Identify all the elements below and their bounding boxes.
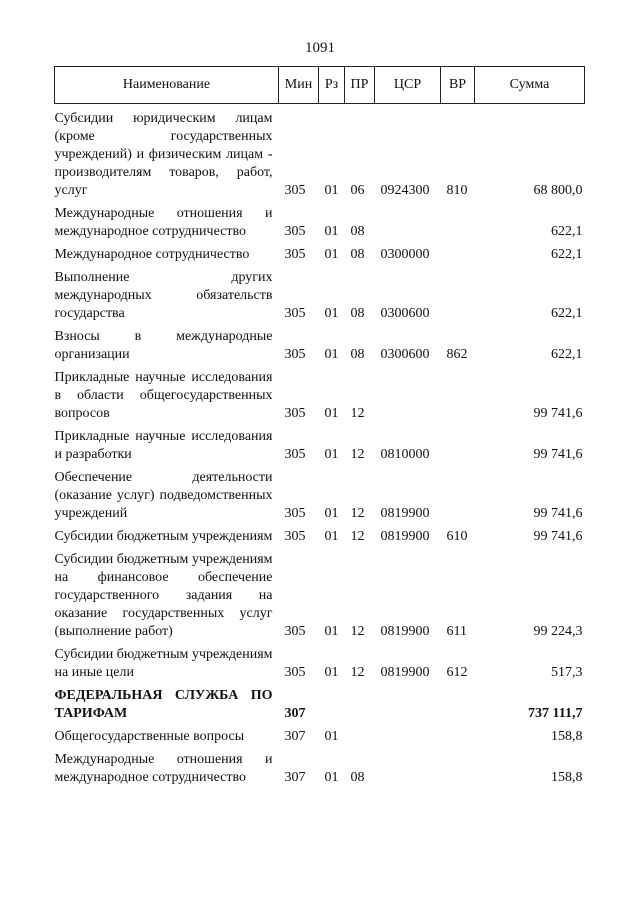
row-vr-cell [441,246,475,269]
row-min-cell: 305 [284,406,306,421]
header-csr: ЦСР [375,67,441,104]
row-rz-cell: 01 [324,306,339,321]
row-sum-cell: 622,1 [551,306,583,321]
row-min-cell: 305 [284,224,306,239]
row-vr-cell: 612 [446,665,468,680]
table-row [55,246,585,269]
row-sum-cell: 158,8 [551,729,583,744]
row-name-cell: Взносы в международные организации [54,329,273,362]
row-pr-cell: 08 [350,247,365,262]
row-min-cell: 305 [284,306,306,321]
row-name-cell: Субсидии юридическим лицам (кроме государственных учреждений) и физическим лицам - производителям товаров, работ, услуг [54,111,273,198]
row-csr-cell: 0300600 [380,347,430,362]
row-min-cell: 305 [284,447,306,462]
table-row [55,551,585,646]
row-name-cell: Прикладные научные исследования и разработки [54,429,273,462]
row-min-cell: 305 [284,247,306,262]
row-rz-cell: 01 [324,224,339,239]
row-rz-cell: 01 [324,770,339,785]
row-vr-cell [441,751,475,792]
row-sum-cell: 99 741,6 [533,506,583,521]
row-rz-cell: 01 [324,406,339,421]
table-row [55,751,585,792]
row-vr-cell [441,469,475,528]
table-row [55,328,585,369]
table-row [55,646,585,687]
page-number: 1091 [305,40,335,56]
table-body [55,104,585,793]
row-name-cell: Международные отношения и международное сотрудничество [54,206,273,239]
row-sum-cell: 99 224,3 [533,624,583,639]
row-name-cell: Выполнение других международных обязательств государства [54,270,273,321]
row-vr-cell: 611 [446,624,467,639]
row-sum-cell: 622,1 [551,224,583,239]
row-name-cell: Международные отношения и международное сотрудничество [54,752,273,785]
table-row [55,428,585,469]
row-csr-cell [375,205,441,246]
row-sum-cell: 517,3 [551,665,583,680]
table-row [55,369,585,428]
row-rz-cell: 01 [324,347,339,362]
row-pr-cell: 12 [350,665,365,680]
row-vr-cell [441,369,475,428]
row-rz-cell: 01 [324,624,339,639]
row-vr-cell [441,687,475,728]
row-min-cell: 305 [284,624,306,639]
row-rz-cell: 01 [324,665,339,680]
row-name-cell: Прикладные научные исследования в области общегосударственных вопросов [54,370,273,421]
row-sum-cell: 158,8 [551,770,583,785]
table-header [55,67,585,104]
row-vr-cell [441,428,475,469]
row-name-cell: Субсидии бюджетным учреждениям на иные цели [54,647,273,680]
row-sum-cell: 622,1 [551,347,583,362]
row-csr-cell: 0810000 [380,447,430,462]
row-csr-cell: 0300600 [380,306,430,321]
row-pr-cell: 12 [350,406,365,421]
header-min: Мин [279,67,319,104]
table-row [55,104,585,206]
table-row [55,728,585,751]
row-vr-cell: 810 [446,183,468,198]
row-vr-cell: 862 [446,347,468,362]
row-rz-cell [319,687,345,728]
header-pr: ПР [345,67,375,104]
row-name-cell: ФЕДЕРАЛЬНАЯ СЛУЖБА ПО ТАРИФАМ [54,688,273,721]
row-min-cell: 305 [284,529,306,544]
header-sum: Сумма [475,67,585,104]
row-min-cell: 307 [284,770,306,785]
row-min-cell: 307 [284,706,306,721]
row-csr-cell: 0819900 [380,624,430,639]
row-name-cell: Общегосударственные вопросы [54,729,245,744]
row-pr-cell: 06 [350,183,365,198]
row-rz-cell: 01 [324,506,339,521]
row-sum-cell: 99 741,6 [533,406,583,421]
table-row [55,528,585,551]
table-row [55,687,585,728]
row-csr-cell [375,369,441,428]
row-csr-cell: 0819900 [380,665,430,680]
row-pr-cell: 12 [350,506,365,521]
row-min-cell: 307 [284,729,306,744]
header-vr: ВР [441,67,475,104]
row-name-cell: Субсидии бюджетным учреждениям [54,529,273,544]
row-csr-cell: 0819900 [380,529,430,544]
row-name-cell: Обеспечение деятельности (оказание услуг) подведомственных учреждений [54,470,273,521]
row-csr-cell: 0819900 [380,506,430,521]
row-rz-cell: 01 [324,529,339,544]
header-rz: Рз [319,67,345,104]
row-sum-cell: 68 800,0 [533,183,583,198]
row-vr-cell [441,205,475,246]
table-row [55,469,585,528]
row-min-cell: 305 [284,347,306,362]
row-csr-cell [375,687,441,728]
row-sum-cell: 99 741,6 [533,447,583,462]
row-min-cell: 305 [284,506,306,521]
row-pr-cell [345,687,375,728]
row-pr-cell: 12 [350,529,365,544]
budget-table [54,66,585,792]
row-pr-cell: 12 [350,624,365,639]
row-pr-cell: 08 [350,770,365,785]
row-csr-cell: 0300000 [380,247,430,262]
row-csr-cell [375,751,441,792]
row-vr-cell [441,269,475,328]
row-sum-cell: 99 741,6 [533,529,583,544]
header-name: Наименование [55,67,279,104]
table-row [55,205,585,246]
row-min-cell: 305 [284,665,306,680]
row-name-cell: Субсидии бюджетным учреждениям на финансовое обеспечение государственного задания на оказание государственных услуг (выполнение работ) [54,552,273,639]
row-csr-cell [375,728,441,751]
row-pr-cell: 08 [350,347,365,362]
row-pr-cell: 08 [350,306,365,321]
row-vr-cell [441,728,475,751]
row-vr-cell: 610 [446,529,468,544]
row-rz-cell: 01 [324,729,339,744]
row-rz-cell: 01 [324,447,339,462]
row-rz-cell: 01 [324,247,339,262]
row-csr-cell: 0924300 [380,183,430,198]
row-sum-cell: 737 111,7 [528,706,583,721]
row-pr-cell [345,728,375,751]
row-pr-cell: 08 [350,224,365,239]
row-sum-cell: 622,1 [551,247,583,262]
row-pr-cell: 12 [350,447,365,462]
row-name-cell: Международное сотрудничество [54,247,250,262]
row-min-cell: 305 [284,183,306,198]
table-row [55,269,585,328]
row-rz-cell: 01 [324,183,339,198]
